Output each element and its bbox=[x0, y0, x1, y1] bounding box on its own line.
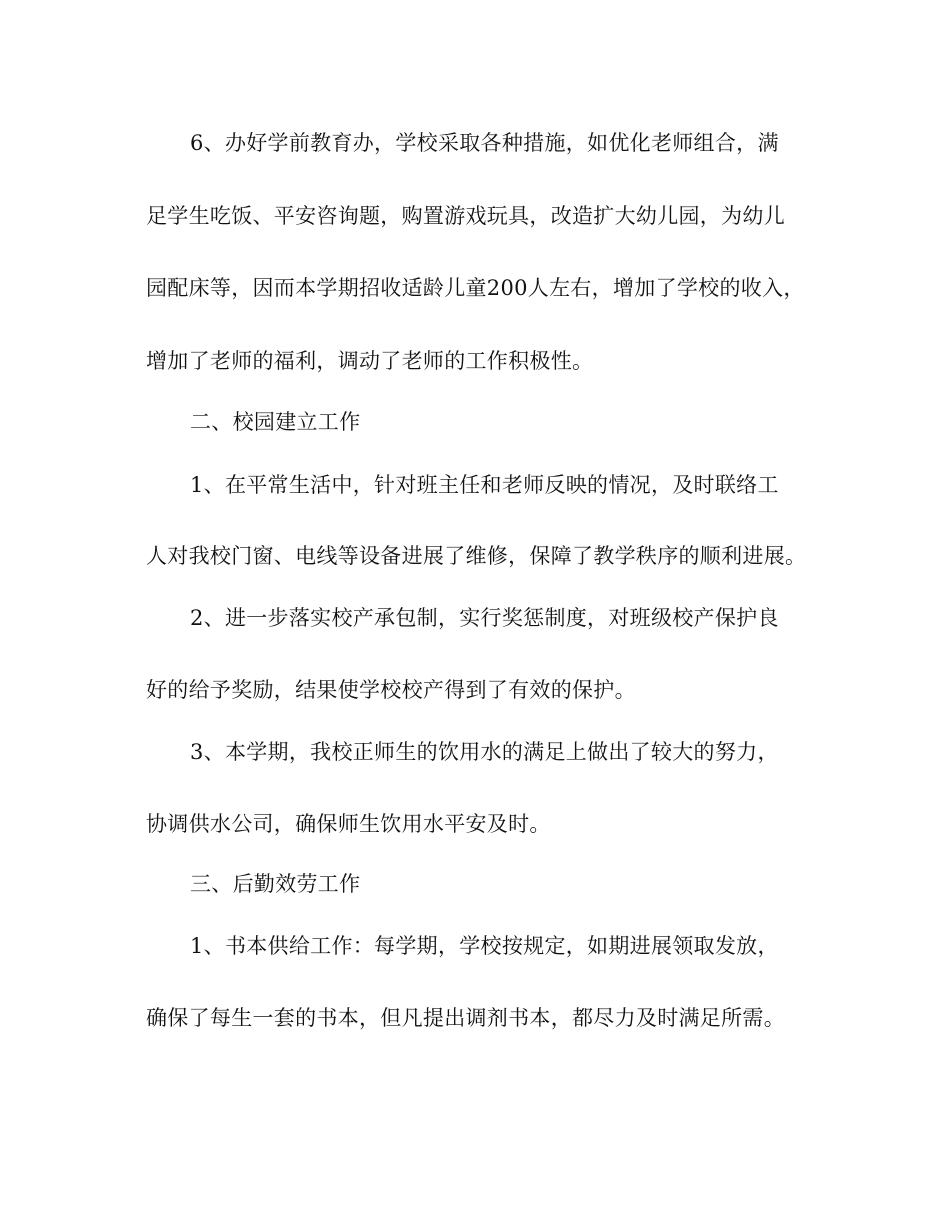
paragraph-6-line-2: 足学生吃饭、平安咨询题，购置游戏玩具，改造扩大幼儿园，为幼儿 bbox=[146, 204, 785, 228]
paragraph-6-line-4: 增加了老师的福利，调动了老师的工作积极性。 bbox=[146, 349, 594, 373]
campus-item-1-line-1: 1、在平常生活中，针对班主任和老师反映的情况，及时联络工 bbox=[190, 473, 779, 497]
campus-item-3-line-2: 协调供水公司，确保师生饮用水平安及时。 bbox=[146, 812, 551, 836]
campus-item-3-line-1: 3、本学期，我校正师生的饮用水的满足上做出了较大的努力， bbox=[190, 740, 779, 764]
paragraph-6-line-3: 园配床等，因而本学期招收适龄儿童200人左右，增加了学校的收入， bbox=[146, 276, 805, 300]
campus-item-2-line-2: 好的给予奖励，结果使学校校产得到了有效的保护。 bbox=[146, 678, 636, 702]
section-heading-campus: 二、校园建立工作 bbox=[190, 410, 361, 434]
paragraph-6-line-1: 6、办好学前教育办，学校采取各种措施，如优化老师组合，满 bbox=[190, 131, 779, 155]
campus-item-1-line-2: 人对我校门窗、电线等设备进展了维修，保障了教学秩序的顺利进展。 bbox=[146, 544, 807, 568]
logistics-item-1-line-2: 确保了每生一套的书本，但凡提出调剂书本，都尽力及时满足所需。 bbox=[146, 1006, 785, 1030]
section-heading-logistics: 三、后勤效劳工作 bbox=[190, 872, 361, 896]
logistics-item-1-line-1: 1、书本供给工作：每学期，学校按规定，如期进展领取发放， bbox=[190, 934, 779, 958]
campus-item-2-line-1: 2、进一步落实校产承包制，实行奖惩制度，对班级校产保护良 bbox=[190, 606, 779, 630]
